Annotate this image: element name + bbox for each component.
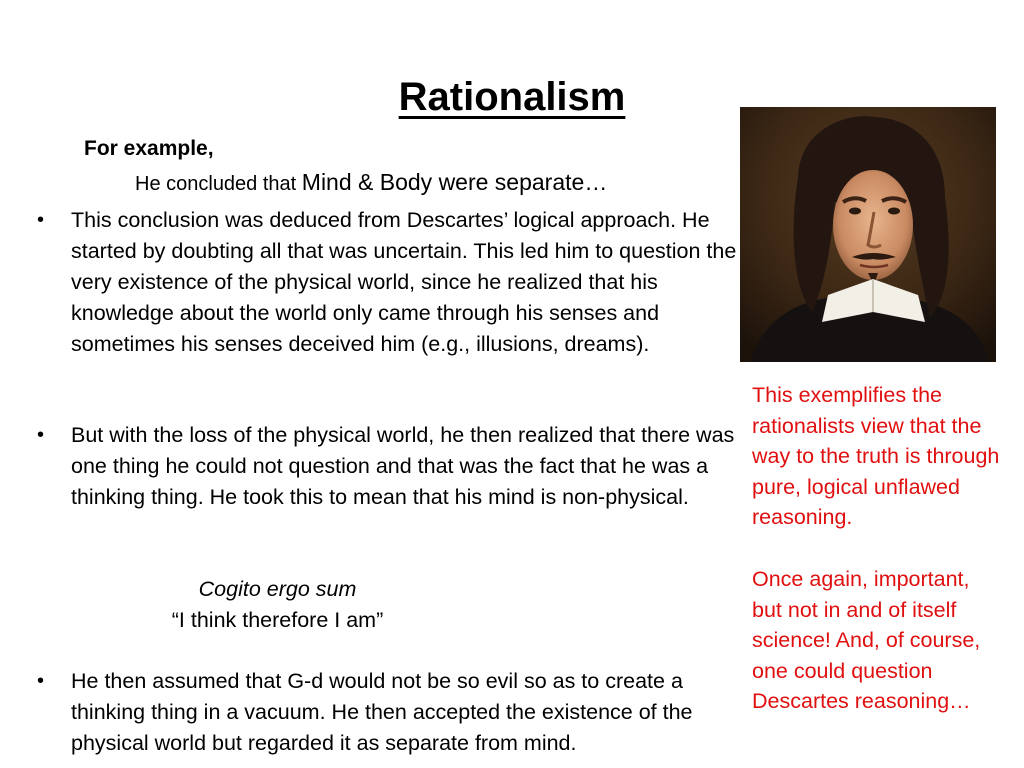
side-note-science: Once again, important, but not in and of itself science! And, of course, one could question Descartes reasoning… <box>752 567 981 713</box>
bullet-text-1: This conclusion was deduced from Descartes’ logical approach. He started by doubting all that was uncertain. This led him to question the very existence of the physical world, since he realized that his knowledge about the world only came through his senses and sometimes his senses deceived him (e.g., illusions, dreams). <box>71 208 737 356</box>
bullet-item-1 <box>37 205 739 360</box>
bullet-marker: • <box>37 670 45 692</box>
bullet-item-3 <box>37 666 739 759</box>
intro-label: For example, <box>84 137 214 160</box>
bullet-text-2: But with the loss of the physical world, he then realized that there was one thing he could not question and that was the fact that he was a thinking thing. He took this to mean that his mind is non-physical. <box>71 423 735 509</box>
slide-title-text: Rationalism <box>398 75 626 119</box>
bullet-item-2 <box>37 420 739 513</box>
conclusion-emphasis: Mind & Body were separate… <box>301 169 608 195</box>
portrait-image <box>740 107 996 362</box>
quote-latin: Cogito ergo sum <box>198 577 357 601</box>
conclusion-line <box>135 166 607 200</box>
bullet-text-3: He then assumed that G-d would not be so evil so as to create a thinking thing in a vacuum. He then accepted the existence of the physical world but regarded it as separate from mind. <box>71 669 693 755</box>
bullet-marker: • <box>37 209 45 231</box>
quote-english: “I think therefore I am” <box>171 608 384 632</box>
side-note-rationalists: This exemplifies the rationalists view that the way to the truth is through pure, logical unflawed reasoning. <box>752 383 1000 529</box>
descartes-portrait <box>740 107 996 362</box>
conclusion-prefix: He concluded that <box>135 173 302 195</box>
bullet-marker: • <box>37 424 45 446</box>
